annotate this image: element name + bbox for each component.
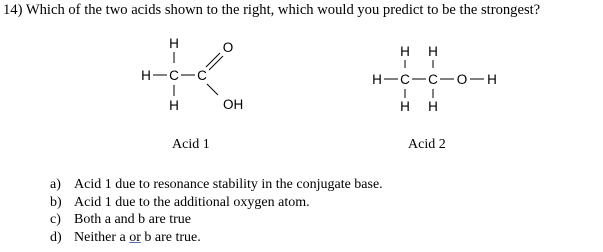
acid2-c2: C (428, 72, 438, 87)
bond-c2-o-double-1 (206, 53, 220, 67)
acid2-c1: C (400, 72, 410, 87)
acid1-c1: C (169, 68, 179, 83)
choice-letter: a) (50, 177, 61, 192)
choice-text-underlined: or (129, 229, 141, 245)
acid1-h-bottom: H (169, 98, 179, 113)
acid2-o: O (456, 72, 468, 87)
acid2-h-bottom-2: H (428, 99, 438, 114)
acid2-caption: Acid 2 (408, 137, 446, 152)
acid2-structure (371, 42, 501, 116)
bond-c2-oh (207, 84, 218, 95)
choice-letter: c) (50, 212, 61, 227)
acid1-h-left: H (141, 68, 151, 83)
acid2-h-left: H (372, 72, 382, 87)
acid1-o-double: O (222, 40, 234, 55)
acid1-oh: OH (223, 97, 244, 112)
acid2-h-top-2: H (428, 44, 438, 59)
choice-text: Acid 1 due to resonance stability in the conjugate base. (74, 177, 383, 192)
choice-a[interactable] (50, 176, 383, 194)
acid2-h-top-1: H (400, 44, 410, 59)
acid1-c2: C (197, 68, 207, 83)
acid2-h-bottom-1: H (400, 99, 410, 114)
bond-c2-o-double-2 (209, 56, 223, 70)
choice-d[interactable] (50, 229, 383, 247)
question-text: 14) Which of the two acids shown to the right, which would you predict to be the strongest? (3, 2, 541, 18)
acid2-h-right: H (487, 72, 497, 87)
acid1-structure (140, 36, 250, 116)
acid1-caption: Acid 1 (172, 137, 210, 152)
choice-text-after: b are true. (140, 229, 201, 245)
choice-c[interactable] (50, 211, 383, 229)
acid1-h-top: H (169, 36, 179, 51)
choice-text-before: Neither a (74, 229, 130, 245)
choice-letter: b) (50, 194, 62, 210)
choice-text: Both a and b are true (74, 212, 192, 227)
answer-choices (50, 176, 383, 246)
choice-b[interactable] (50, 194, 383, 212)
choice-letter: d) (50, 229, 62, 245)
choice-text: Acid 1 due to the additional oxygen atom. (74, 194, 310, 210)
